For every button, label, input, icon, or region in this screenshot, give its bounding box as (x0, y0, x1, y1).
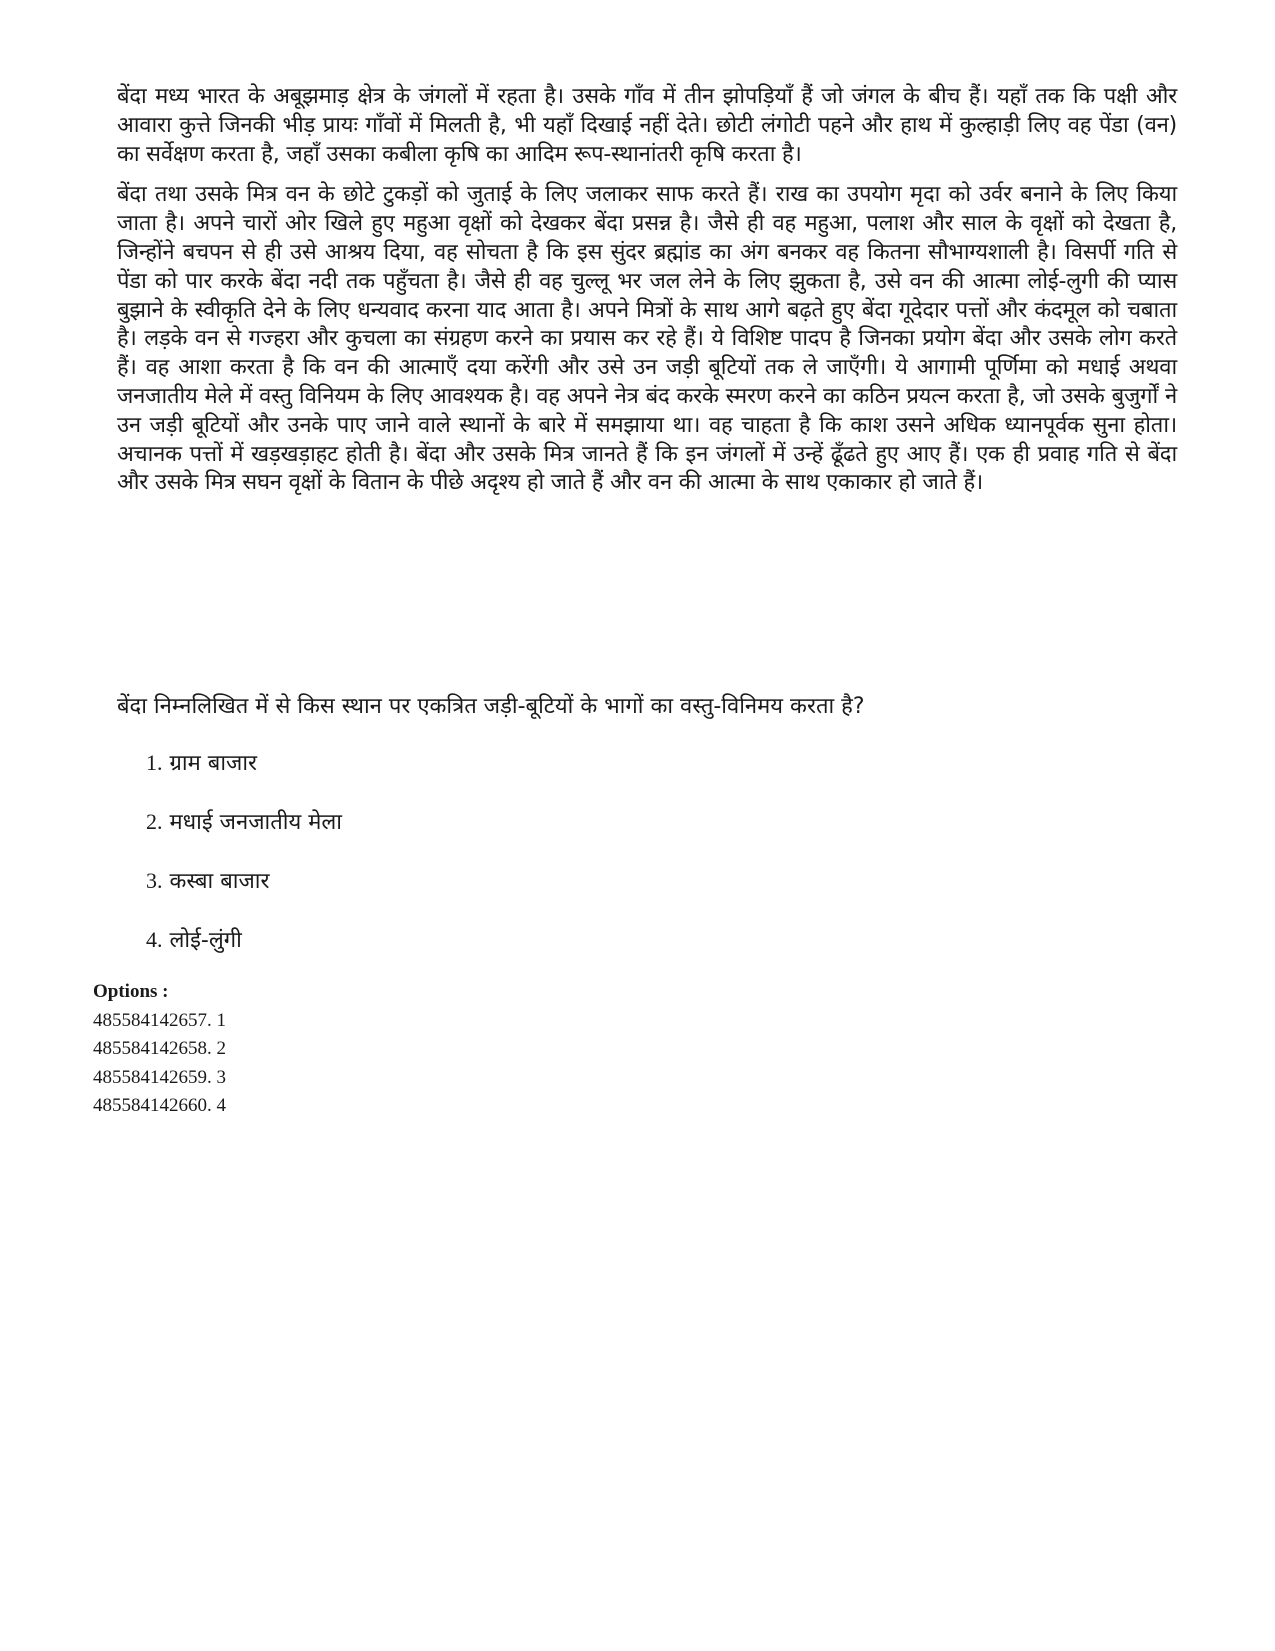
option-row-2: 485584142658. 2 (93, 1038, 226, 1059)
choice-text: मधाई जनजातीय मेला (169, 810, 342, 835)
answer-choice-3 (146, 866, 342, 925)
choice-text: ग्राम बाजार (169, 751, 258, 776)
options-heading: Options : (93, 981, 169, 1002)
answer-choice-2 (146, 807, 342, 866)
choice-number: 1. (146, 750, 163, 775)
choice-number: 4. (146, 927, 163, 952)
passage-paragraph-1: बेंदा मध्य भारत के अबूझमाड़ क्षेत्र के जंगलों में रहता है। उसके गाँव में तीन झोपड़ियाँ हैं जो जंगल के बीच हैं। यहाँ तक कि पक्षी और आवारा कुत्ते जिनकी भीड़ प्रायः गाँवों में मिलती है, भी यहाँ दिखाई नहीं देते। छोटी लंगोटी पहने और हाथ में कुल्हाड़ी लिए वह पेंडा (वन) का सर्वेक्षण करता है, जहाँ उसका कबीला कृषि का आदिम रूप-स्थानांतरी कृषि करता है। (117, 84, 1177, 167)
answer-choice-1 (146, 748, 342, 807)
passage (117, 83, 1177, 510)
option-row-3: 485584142659. 3 (93, 1066, 226, 1088)
answer-choice-4 (146, 925, 342, 984)
choice-text: कस्बा बाजार (169, 869, 270, 894)
option-row-1: 485584142657. 1 (93, 1009, 226, 1031)
answer-choices (146, 748, 342, 984)
choice-text: लोई-लुंगी (169, 928, 242, 953)
passage-paragraph-2: बेंदा तथा उसके मित्र वन के छोटे टुकड़ों को जुताई के लिए जलाकर साफ करते हैं। राख का उपयोग मृदा को उर्वर बनाने के लिए किया जाता है। अपने चारों ओर खिले हुए महुआ वृक्षों को देखकर बेंदा प्रसन्न है। जैसे ही वह महुआ, पलाश और साल के वृक्षों को देखता है, जिन्होंने बचपन से ही उसे आश्रय दिया, वह सोचता है कि इस सुंदर ब्रह्मांड का अंग बनकर वह कितना सौभाग्यशाली है। विसर्पी गति से पेंडा को पार करके बेंदा नदी तक पहुँचता है। जैसे ही वह चुल्लू भर जल लेने के लिए झुकता है, उसे वन की आत्मा लोई-लुगी की प्यास बुझाने के स्वीकृति देने के लिए धन्यवाद करना याद आता है। अपने मित्रों के साथ आगे बढ़ते हुए बेंदा गूदेदार पत्तों और कंदमूल को चबाता है। लड़के वन से गज्हरा और कुचला का संग्रहण करने का प्रयास कर रहे हैं। ये विशिष्ट पादप है जिनका प्रयोग बेंदा और उसके लोग करते हैं। वह आशा करता है कि वन की आत्माएँ दया करेंगी और उसे उन जड़ी बूटियों तक ले जाएँगी। ये आगामी पूर्णिमा को मधाई अथवा जनजातीय मेले में वस्तु विनियम के लिए आवश्यक है। वह अपने नेत्र बंद करके स्मरण करने का कठिन प्रयत्न करता है, जो उसके बुजुर्गों ने उन जड़ी बूटियों और उनके पाए जाने वाले स्थानों के बारे में समझाया था। वह चाहता है कि काश उसने अधिक ध्यानपूर्वक सुना होता। अचानक पत्तों में खड़खड़ाहट होती है। बेंदा और उसके मित्र जानते हैं कि इन जंगलों में उन्हें ढूँढते हुए आए हैं। एक ही प्रवाह गति से बेंदा और उसके मित्र सघन वृक्षों के वितान के पीछे अदृश्य हो जाते हैं और वन की आत्मा के साथ एकाकार हो जाते हैं। (117, 182, 1177, 496)
choice-number: 2. (146, 809, 163, 834)
choice-number: 3. (146, 868, 163, 893)
options-block (93, 978, 226, 1121)
option-row-4: 485584142660. 4 (93, 1095, 226, 1116)
question-text: बेंदा निम्नलिखित में से किस स्थान पर एकत्रित जड़ी-बूटियों के भागों का वस्तु-विनिमय करता है? (117, 694, 865, 719)
